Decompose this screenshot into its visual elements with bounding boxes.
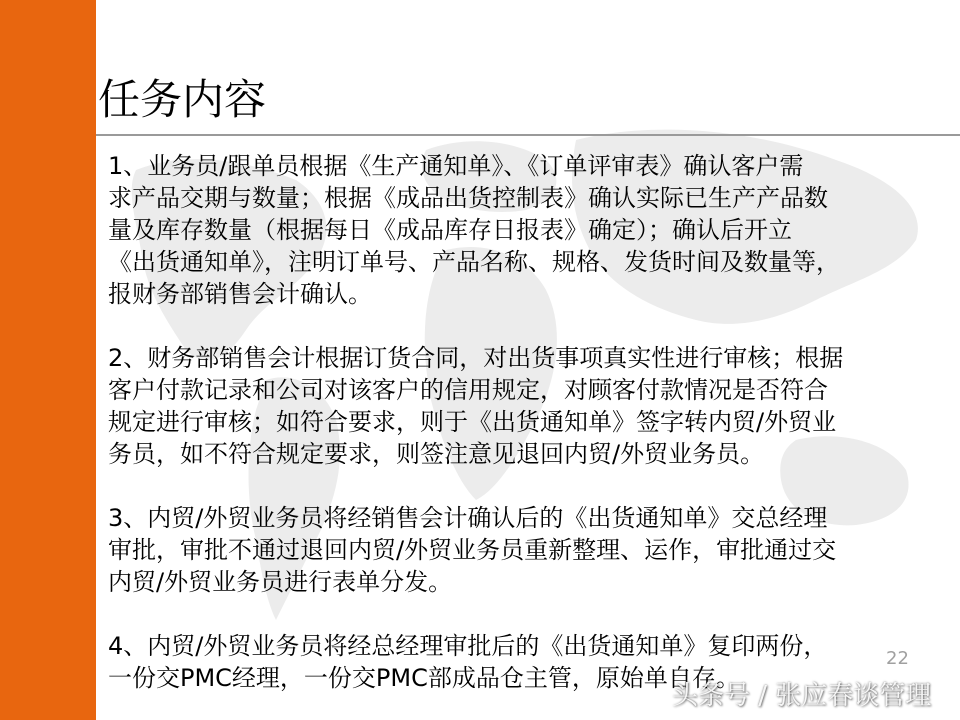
accent-sidebar [0, 0, 96, 720]
paragraph-line: 内贸/外贸业务员进行表单分发。 [108, 568, 453, 596]
title-divider [96, 134, 960, 136]
paragraph-line: 规定进行审核；如符合要求，则于《出货通知单》签字转内贸/外贸业 [108, 408, 837, 436]
paragraph-line: 一份交PMC经理，一份交PMC部成品仓主管，原始单自存。 [108, 664, 740, 692]
paragraph-3 [108, 502, 936, 598]
paragraph-line: 量及库存数量（根据每日《成品库存日报表》确定）；确认后开立 [108, 216, 792, 244]
paragraph-line: 4、内贸/外贸业务员将经总经理审批后的《出货通知单》复印两份， [108, 632, 828, 660]
paragraph-line: 务员，如不符合规定要求，则签注意见退回内贸/外贸业务员。 [108, 440, 765, 468]
paragraph-line: 客户付款记录和公司对该客户的信用规定，对顾客付款情况是否符合 [108, 376, 828, 404]
page-number: 22 [886, 648, 909, 669]
paragraph-2 [108, 342, 936, 470]
paragraph-line: 审批，审批不通过退回内贸/外贸业务员重新整理、运作，审批通过交 [108, 536, 837, 564]
paragraph-line: 1、业务员/跟单员根据《生产通知单》、《订单评审表》确认客户需 [108, 152, 804, 180]
paragraph-line: 3、内贸/外贸业务员将经销售会计确认后的《出货通知单》交总经理 [108, 504, 828, 532]
page-title: 任务内容 [98, 75, 267, 124]
paragraph-1 [108, 150, 936, 310]
paragraph-line: 2、财务部销售会计根据订货合同，对出货事项真实性进行审核；根据 [108, 344, 844, 372]
paragraph-line: 《出货通知单》，注明订单号、产品名称、规格、发货时间及数量等， [108, 248, 840, 276]
watermark-text: 头条号 / 张应春谈管理 [672, 681, 932, 711]
paragraph-line: 报财务部销售会计确认。 [108, 280, 372, 308]
paragraph-line: 求产品交期与数量；根据《成品出货控制表》确认实际已生产产品数 [108, 184, 828, 212]
content-body [108, 150, 936, 694]
